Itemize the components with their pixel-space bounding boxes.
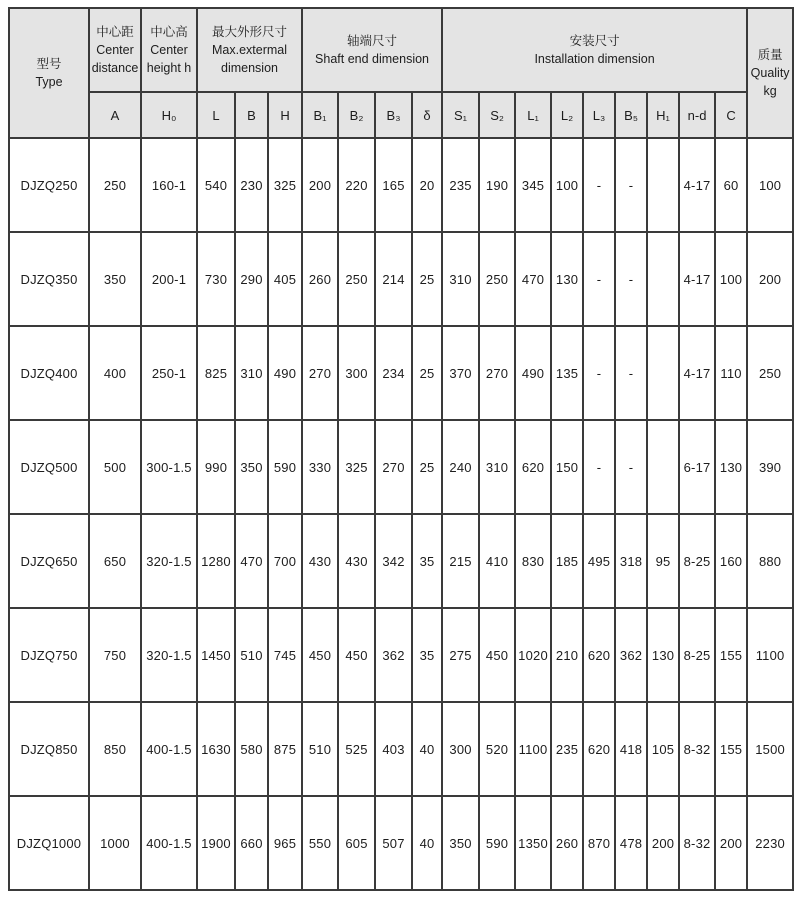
table-row <box>9 608 793 702</box>
table-cell: 235 <box>551 702 583 796</box>
group-header-zh: 中心距 <box>96 24 134 39</box>
type-header-zh: 型号 <box>36 56 62 71</box>
table-cell: 400 <box>89 326 141 420</box>
table-cell: 495 <box>583 514 615 608</box>
table-cell <box>647 232 679 326</box>
table-cell: 200-1 <box>141 232 197 326</box>
table-cell: 450 <box>479 608 515 702</box>
table-cell: 155 <box>715 702 747 796</box>
table-cell: 325 <box>268 138 302 232</box>
col-subheader: n-d <box>679 92 715 138</box>
table-cell: 1900 <box>197 796 235 890</box>
col-subheader: B <box>235 92 268 138</box>
table-row <box>9 138 793 232</box>
header-sub-row <box>9 92 793 138</box>
table-cell: 250 <box>479 232 515 326</box>
table-cell: 155 <box>715 608 747 702</box>
cell-model-type: DJZQ1000 <box>9 796 89 890</box>
table-cell: 870 <box>583 796 615 890</box>
group-header-zh: 最大外形尺寸 <box>212 24 288 39</box>
table-row <box>9 420 793 514</box>
col-subheader: δ <box>412 92 442 138</box>
table-cell: 165 <box>375 138 412 232</box>
col-header-quality <box>747 8 793 138</box>
table-cell: 605 <box>338 796 375 890</box>
table-cell: 310 <box>442 232 479 326</box>
table-cell: 100 <box>747 138 793 232</box>
table-cell: 350 <box>442 796 479 890</box>
table-cell: 320-1.5 <box>141 514 197 608</box>
table-cell: 1500 <box>747 702 793 796</box>
col-subheader: L₃ <box>583 92 615 138</box>
table-cell: 1000 <box>89 796 141 890</box>
table-cell <box>647 138 679 232</box>
group-header-en: Center distance <box>91 42 139 76</box>
table-cell: 8-32 <box>679 796 715 890</box>
table-cell: 110 <box>715 326 747 420</box>
table-cell: 150 <box>551 420 583 514</box>
table-cell: 875 <box>268 702 302 796</box>
table-cell: 300-1.5 <box>141 420 197 514</box>
table-cell: 410 <box>479 514 515 608</box>
table-cell: 830 <box>515 514 551 608</box>
group-header-en: Center height h <box>146 42 192 76</box>
table-cell: 40 <box>412 796 442 890</box>
table-cell: 1100 <box>515 702 551 796</box>
table-cell: 650 <box>89 514 141 608</box>
table-cell: 730 <box>197 232 235 326</box>
col-subheader: S₂ <box>479 92 515 138</box>
table-cell: 270 <box>375 420 412 514</box>
table-cell: 470 <box>515 232 551 326</box>
table-cell: 100 <box>551 138 583 232</box>
table-cell: 190 <box>479 138 515 232</box>
cell-model-type: DJZQ650 <box>9 514 89 608</box>
table-cell: 550 <box>302 796 338 890</box>
col-subheader: C <box>715 92 747 138</box>
col-header-center-distance <box>89 8 141 92</box>
table-cell: 300 <box>338 326 375 420</box>
table-cell: 25 <box>412 326 442 420</box>
col-header-installation <box>442 8 747 92</box>
table-cell: 520 <box>479 702 515 796</box>
table-cell: 235 <box>442 138 479 232</box>
table-cell: 220 <box>338 138 375 232</box>
col-subheader: B₅ <box>615 92 647 138</box>
quality-header-unit: kg <box>763 84 777 99</box>
group-header-en: Shaft end dimension <box>315 52 430 66</box>
table-cell: 510 <box>302 702 338 796</box>
table-cell: 490 <box>515 326 551 420</box>
table-cell: 130 <box>647 608 679 702</box>
table-cell: 990 <box>197 420 235 514</box>
group-header-en: Max.extermal dimension <box>211 42 288 76</box>
cell-model-type: DJZQ350 <box>9 232 89 326</box>
cell-model-type: DJZQ750 <box>9 608 89 702</box>
table-cell: 400-1.5 <box>141 702 197 796</box>
table-cell: 400-1.5 <box>141 796 197 890</box>
table-cell: 880 <box>747 514 793 608</box>
table-header <box>9 8 793 138</box>
group-header-zh: 轴端尺寸 <box>347 33 398 48</box>
table-cell: 160 <box>715 514 747 608</box>
col-subheader: B₃ <box>375 92 412 138</box>
table-cell: 300 <box>442 702 479 796</box>
table-cell: 490 <box>268 326 302 420</box>
table-cell: 200 <box>715 796 747 890</box>
col-subheader: A <box>89 92 141 138</box>
table-cell: 590 <box>268 420 302 514</box>
table-cell: - <box>583 326 615 420</box>
table-cell: 325 <box>338 420 375 514</box>
table-cell: 403 <box>375 702 412 796</box>
table-row <box>9 232 793 326</box>
table-cell: 100 <box>715 232 747 326</box>
table-cell: 270 <box>302 326 338 420</box>
table-cell: 390 <box>747 420 793 514</box>
table-cell: 4-17 <box>679 232 715 326</box>
table-cell: 200 <box>302 138 338 232</box>
col-subheader: L₁ <box>515 92 551 138</box>
table-cell: 450 <box>302 608 338 702</box>
table-cell: 745 <box>268 608 302 702</box>
table-cell: 4-17 <box>679 326 715 420</box>
cell-model-type: DJZQ850 <box>9 702 89 796</box>
table-cell: 290 <box>235 232 268 326</box>
table-cell: 580 <box>235 702 268 796</box>
table-cell: 230 <box>235 138 268 232</box>
table-cell: 250 <box>338 232 375 326</box>
col-subheader: H₀ <box>141 92 197 138</box>
table-cell: 1450 <box>197 608 235 702</box>
cell-model-type: DJZQ400 <box>9 326 89 420</box>
table-cell: 215 <box>442 514 479 608</box>
col-header-shaft-end <box>302 8 442 92</box>
table-cell: 850 <box>89 702 141 796</box>
table-cell: 25 <box>412 232 442 326</box>
table-cell: 135 <box>551 326 583 420</box>
table-cell: 2230 <box>747 796 793 890</box>
table-cell: 1100 <box>747 608 793 702</box>
table-cell: 362 <box>375 608 412 702</box>
table-cell: 342 <box>375 514 412 608</box>
table-cell: 6-17 <box>679 420 715 514</box>
table-cell: 350 <box>235 420 268 514</box>
table-cell: 478 <box>615 796 647 890</box>
table-cell: 8-25 <box>679 608 715 702</box>
table-cell: 160-1 <box>141 138 197 232</box>
table-cell: 470 <box>235 514 268 608</box>
table-cell: 965 <box>268 796 302 890</box>
group-header-zh: 中心高 <box>150 24 188 39</box>
table-cell: 105 <box>647 702 679 796</box>
table-cell: 270 <box>479 326 515 420</box>
table-cell: 350 <box>89 232 141 326</box>
table-cell: 40 <box>412 702 442 796</box>
cell-model-type: DJZQ500 <box>9 420 89 514</box>
table-cell: 700 <box>268 514 302 608</box>
table-cell: 1630 <box>197 702 235 796</box>
col-header-max-external <box>197 8 302 92</box>
table-cell: 8-32 <box>679 702 715 796</box>
table-cell: 8-25 <box>679 514 715 608</box>
col-subheader: B₁ <box>302 92 338 138</box>
quality-header-zh: 质量 <box>757 47 783 62</box>
table-cell: 35 <box>412 608 442 702</box>
table-cell: 1020 <box>515 608 551 702</box>
table-cell <box>647 326 679 420</box>
table-cell: 590 <box>479 796 515 890</box>
table-cell: 260 <box>551 796 583 890</box>
group-header-zh: 安装尺寸 <box>569 33 620 48</box>
table-cell: - <box>615 138 647 232</box>
col-subheader: B₂ <box>338 92 375 138</box>
table-cell: 345 <box>515 138 551 232</box>
table-cell: 620 <box>583 608 615 702</box>
table-cell: 620 <box>583 702 615 796</box>
table-cell: 430 <box>338 514 375 608</box>
table-cell: 210 <box>551 608 583 702</box>
table-cell: 250-1 <box>141 326 197 420</box>
table-cell: - <box>583 138 615 232</box>
table-cell: 620 <box>515 420 551 514</box>
table-cell: 4-17 <box>679 138 715 232</box>
col-subheader: L <box>197 92 235 138</box>
quality-header-en: Quality <box>750 65 790 80</box>
spec-table <box>8 7 794 891</box>
table-cell: 500 <box>89 420 141 514</box>
table-cell: 234 <box>375 326 412 420</box>
col-subheader: S₁ <box>442 92 479 138</box>
table-cell: 320-1.5 <box>141 608 197 702</box>
table-row <box>9 702 793 796</box>
col-subheader: L₂ <box>551 92 583 138</box>
table-cell: - <box>615 420 647 514</box>
type-header-en: Type <box>35 75 63 89</box>
table-row <box>9 514 793 608</box>
table-cell: - <box>615 326 647 420</box>
table-cell: - <box>615 232 647 326</box>
table-cell: 60 <box>715 138 747 232</box>
table-cell: 250 <box>89 138 141 232</box>
group-header-en: Installation dimension <box>534 52 655 66</box>
col-header-center-height <box>141 8 197 92</box>
table-cell: 370 <box>442 326 479 420</box>
table-row <box>9 796 793 890</box>
table-cell: 660 <box>235 796 268 890</box>
table-cell: 405 <box>268 232 302 326</box>
table-cell: 510 <box>235 608 268 702</box>
table-cell: 430 <box>302 514 338 608</box>
table-cell: 250 <box>747 326 793 420</box>
table-cell: 318 <box>615 514 647 608</box>
table-cell: 95 <box>647 514 679 608</box>
table-cell: 130 <box>715 420 747 514</box>
col-header-type <box>9 8 89 138</box>
table-body <box>9 138 793 890</box>
table-cell: 525 <box>338 702 375 796</box>
table-cell: 310 <box>235 326 268 420</box>
table-cell: 200 <box>747 232 793 326</box>
table-cell: 825 <box>197 326 235 420</box>
col-subheader: H <box>268 92 302 138</box>
table-cell: 185 <box>551 514 583 608</box>
table-cell: 260 <box>302 232 338 326</box>
table-cell: 507 <box>375 796 412 890</box>
table-cell: 750 <box>89 608 141 702</box>
table-cell: 1350 <box>515 796 551 890</box>
table-cell: 240 <box>442 420 479 514</box>
table-cell: 200 <box>647 796 679 890</box>
table-cell: 418 <box>615 702 647 796</box>
header-group-row <box>9 8 793 92</box>
col-subheader: H₁ <box>647 92 679 138</box>
table-row <box>9 326 793 420</box>
table-cell: 25 <box>412 420 442 514</box>
table-cell: 310 <box>479 420 515 514</box>
table-cell: 35 <box>412 514 442 608</box>
table-cell <box>647 420 679 514</box>
table-cell: 450 <box>338 608 375 702</box>
cell-model-type: DJZQ250 <box>9 138 89 232</box>
table-cell: 1280 <box>197 514 235 608</box>
table-cell: 275 <box>442 608 479 702</box>
table-cell: - <box>583 420 615 514</box>
table-cell: 214 <box>375 232 412 326</box>
table-cell: 130 <box>551 232 583 326</box>
table-cell: 20 <box>412 138 442 232</box>
table-cell: - <box>583 232 615 326</box>
table-cell: 540 <box>197 138 235 232</box>
table-cell: 362 <box>615 608 647 702</box>
table-cell: 330 <box>302 420 338 514</box>
